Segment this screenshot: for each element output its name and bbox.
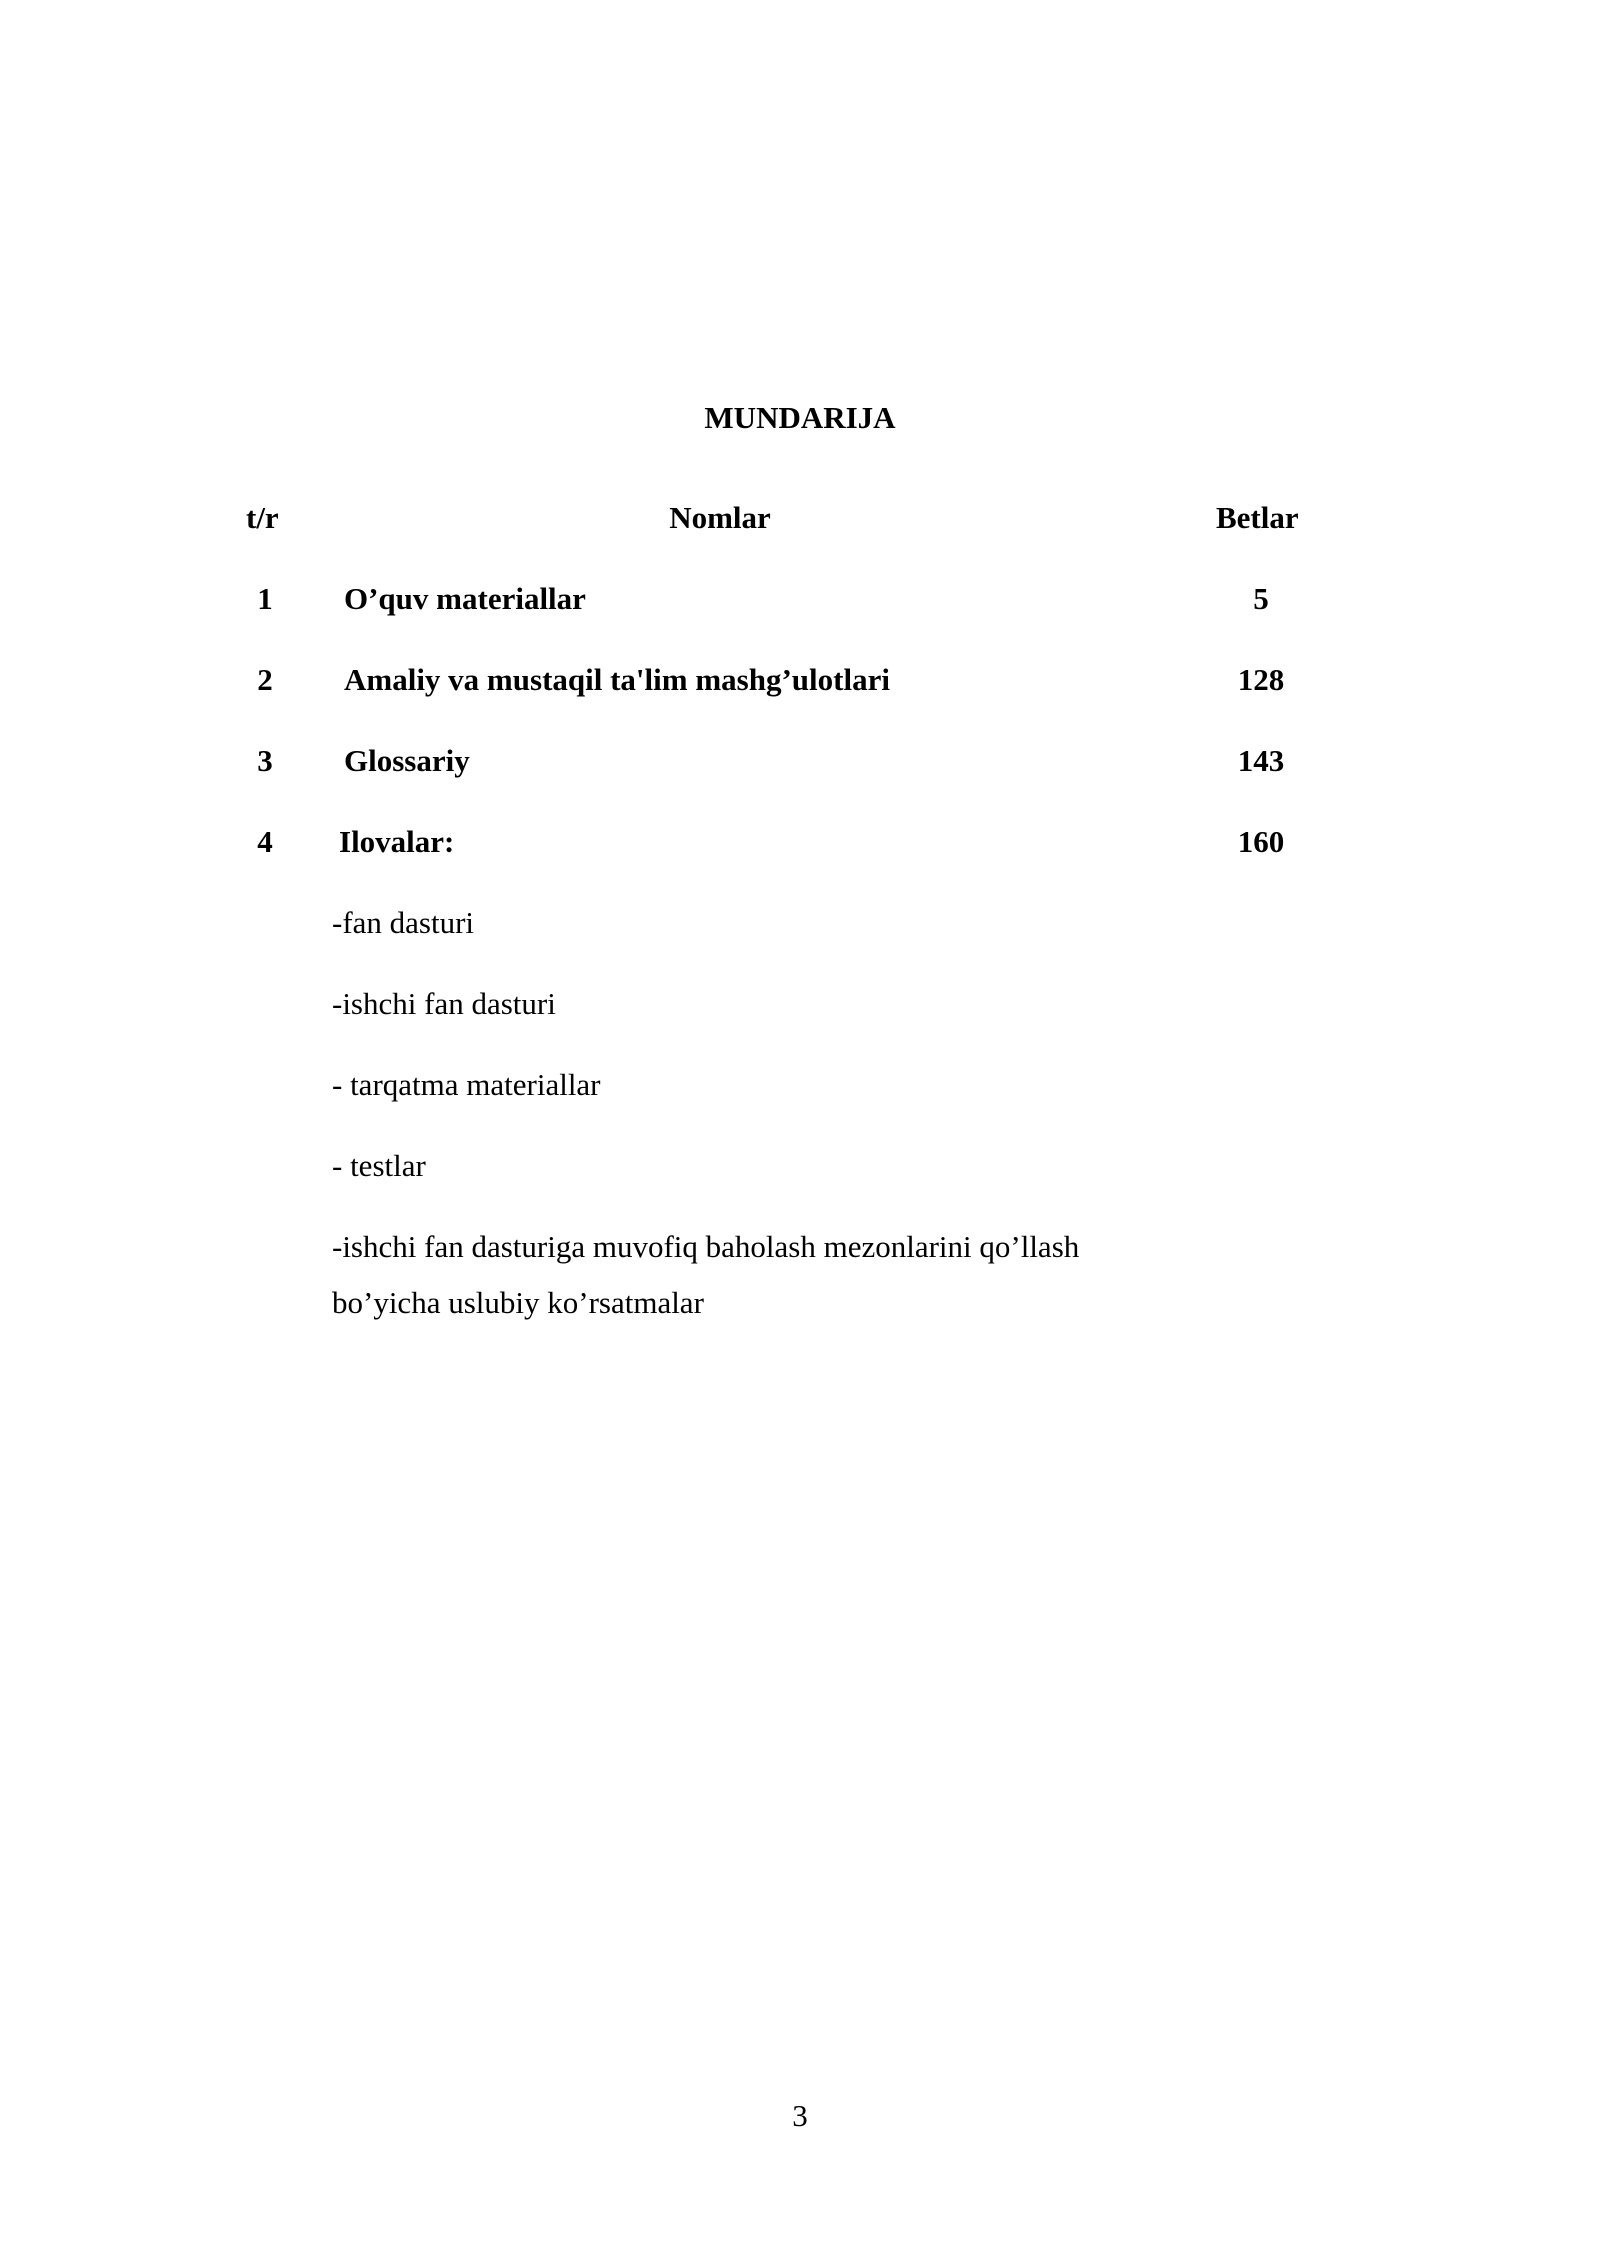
header-number: t/r	[246, 500, 279, 535]
page-title: MUNDARIJA	[704, 400, 896, 435]
toc-row-name: O’quv materiallar	[344, 581, 586, 616]
toc-subitem: - tarqatma materiallar	[332, 1067, 601, 1102]
header-pages: Betlar	[1216, 500, 1299, 535]
toc-row-page: 160	[1237, 824, 1285, 859]
page-number: 3	[792, 2098, 808, 2133]
toc-row-page: 5	[1253, 581, 1269, 616]
toc-subitem: -ishchi fan dasturiga muvofiq baholash mezonlarini qo’llash	[332, 1229, 1080, 1264]
header-name: Nomlar	[669, 500, 771, 535]
toc-subitem: -ishchi fan dasturi	[332, 986, 556, 1021]
toc-row-number: 3	[257, 743, 273, 778]
toc-row-number: 4	[257, 824, 273, 859]
toc-subitem: - testlar	[332, 1148, 426, 1183]
toc-row-number: 1	[257, 581, 273, 616]
toc-row-page: 128	[1237, 662, 1285, 697]
toc-row-name: Ilovalar:	[339, 824, 455, 859]
toc-row-page: 143	[1237, 743, 1285, 778]
toc-row-name: Glossariy	[344, 743, 470, 778]
toc-subitem: -fan dasturi	[332, 905, 475, 940]
toc-subitem: bo’yicha uslubiy ko’rsatmalar	[332, 1285, 704, 1320]
toc-row-name: Amaliy va mustaqil ta'lim mashg’ulotlari	[344, 662, 890, 697]
toc-row-number: 2	[257, 662, 273, 697]
